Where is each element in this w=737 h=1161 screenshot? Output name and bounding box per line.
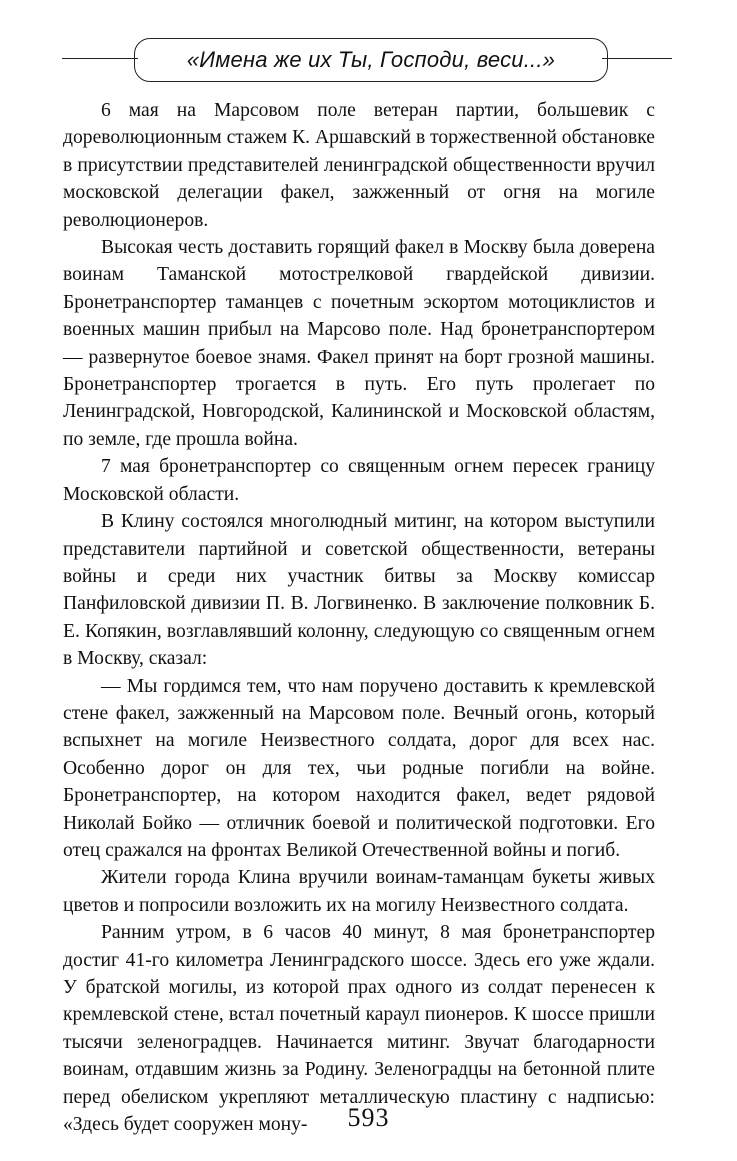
body-text	[63, 97, 655, 1138]
header-rule-right	[602, 58, 672, 59]
paragraph: 6 мая на Марсовом поле ветеран партии, большевик с дореволюционным стажем К. Аршавский в торжественной обстановке в присутствии представителей ленинградской общественности вручил московской делегации факел, зажженный от огня на могиле революционеров.	[63, 100, 655, 231]
header-rule-left	[62, 58, 138, 59]
paragraph: Высокая честь доставить горящий факел в Москву была доверена воинам Таманской мотострелковой гвардейской дивизии. Бронетранспортер таманцев с почетным эскортом мотоциклистов и военных машин прибыл на Марсово поле. Над бронетранспортером — развернутое боевое знамя. Факел принят на борт грозной машины. Бронетранспортер трогается в путь. Его путь пролегает по Ленинградской, Новгородской, Калининской и Московской областям, по земле, где прошла война.	[63, 237, 655, 450]
header-title-frame	[134, 38, 608, 82]
paragraph: Ранним утром, в 6 часов 40 минут, 8 мая бронетранспортер достиг 41-го километра Ленинградского шоссе. Здесь его уже ждали. У братской могилы, из которой прах одного из солдат перенесен к кремлевской стене, встал почетный караул пионеров. К шоссе пришли тысячи зеленоградцев. Начинается митинг. Звучат благодарности воинам, отдавшим жизнь за Родину. Зеленоградцы на бетонной плите перед обелиском укрепляют металлическую пластину с надписью: «Здесь будет сооружен мону-	[63, 922, 655, 1136]
paragraph: Жители города Клина вручили воинам-таманцам букеты живых цветов и попросили возложить их на могилу Неизвестного солдата.	[63, 867, 655, 916]
paragraph: В Клину состоялся многолюдный митинг, на котором выступили представители партийной и советской общественности, ветераны войны и среди них участник битвы за Москву комиссар Панфиловской дивизии П. В. Логвиненко. В заключение полковник Б. Е. Копякин, возглавлявший колонну, следующую со священным огнем в Москву, сказал:	[63, 511, 655, 670]
paragraph: 7 мая бронетранспортер со священным огнем пересек границу Московской области.	[63, 456, 655, 505]
page-number: 593	[347, 1103, 390, 1132]
running-header	[62, 30, 672, 88]
header-title: «Имена же их Ты, Господи, веси...»	[186, 47, 556, 72]
paragraph: — Мы гордимся тем, что нам поручено доставить к кремлевской стене факел, зажженный на Марсовом поле. Вечный огонь, который вспыхнет на могиле Неизвестного солдата, дорог для всех нас. Особенно дорог он для тех, чьи родные погибли на войне. Бронетранспортер, на котором находится факел, ведет рядовой Николай Бойко — отличник боевой и политической подготовки. Его отец сражался на фронтах Великой Отечественной войны и погиб.	[63, 675, 655, 861]
